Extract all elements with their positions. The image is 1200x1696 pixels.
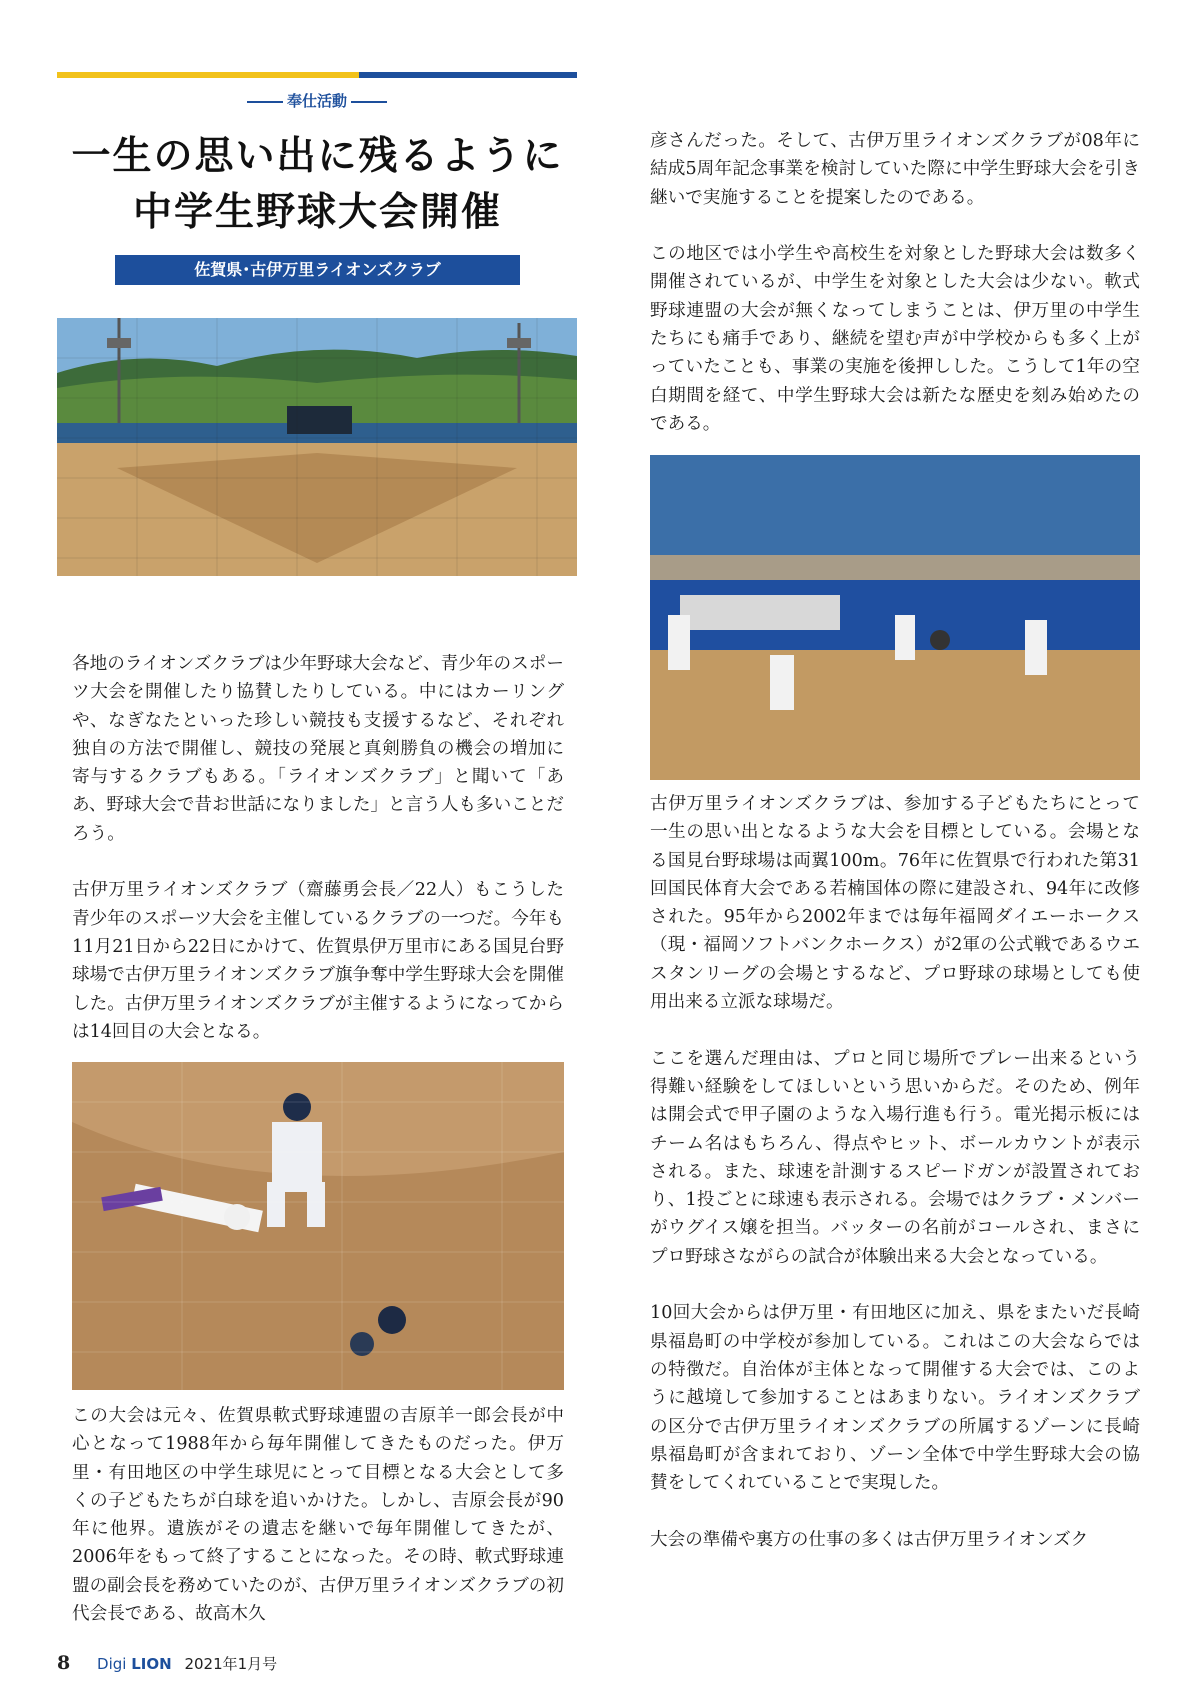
header-rule (57, 72, 577, 78)
paragraph: 大会の準備や裏方の仕事の多くは古伊万里ライオンズク (650, 1529, 1089, 1550)
issue-label: 2021年1月号 (184, 1655, 278, 1673)
slide-photo (72, 1062, 564, 1390)
batter-photo (650, 455, 1140, 780)
club-name-banner: 佐賀県･古伊万里ライオンズクラブ (115, 255, 520, 285)
magazine-lion: LION (131, 1655, 172, 1673)
left-text-block-1 (72, 650, 564, 1046)
section-label (57, 90, 577, 111)
paragraph: 古伊万里ライオンズクラブは、参加する子どもたちにとって一生の思い出となるような大会を目標としている。会場となる国見台野球場は両翼100m。76年に佐賀県で行われた第31回国民体育大会である若楠国体の際に建設され、94年に改修された。95年から2002年までは毎年福岡ダイエーホークス（現・福岡ソフトバンクホークス）が2軍の公式戦であるウエスタンリーグの会場とするなど、プロ野球の球場としても使用出来る立派な球場だ。 (650, 794, 1140, 1013)
paragraph: 10回大会からは伊万里・有田地区に加え、県をまたいだ長崎県福島町の中学校が参加している。これはこの大会ならではの特徴だ。自治体が主体となって開催する大会では、このように越境して参加することはあまりない。ライオンズクラブの区分で古伊万里ライオンズクラブの所属するゾーンに長崎県福島町が含まれており、ゾーン全体で中学生野球大会の協賛をしてくれていることで実現した。 (650, 1303, 1140, 1494)
page-footer (57, 1652, 277, 1674)
title-line-1: 一生の思い出に残るように (71, 133, 564, 179)
title-line-2: 中学生野球大会開催 (132, 189, 502, 235)
paragraph: ここを選んだ理由は、プロと同じ場所でプレー出来るという得難い経験をしてほしいという思いからだ。そのため、例年は開会式で甲子園のような入場行進も行う。電光掲示板にはチーム名はもちろん、得点やヒット、ボールカウントが表示される。また、球速を計測するスピードガンが設置されており、1投ごとに球速も表示される。会場ではクラブ・メンバーがウグイス嬢を担当。バッターの名前がコールされ、まさにプロ野球さながらの試合が体験出来る大会となっている。 (650, 1048, 1140, 1267)
paragraph: この地区では小学生や高校生を対象とした野球大会は数多く開催されているが、中学生を対象とした大会は少ない。軟式野球連盟の大会が無くなってしまうことは、伊万里の中学生たちにも痛手であり、継続を望む声が中学校からも多く上がっていたことも、事業の実施を後押しした。こうして1年の空白期間を経て、中学生野球大会は新たな歴史を刻み始めたのである。 (650, 244, 1140, 434)
right-text-block-1 (650, 127, 1140, 438)
article-title (40, 128, 595, 240)
left-text-block-2 (72, 1402, 564, 1628)
magazine-digi: Digi (97, 1655, 127, 1673)
page-number: 8 (57, 1652, 71, 1674)
paragraph: 各地のライオンズクラブは少年野球大会など、青少年のスポーツ大会を開催したり協賛したりしている。中にはカーリングや、なぎなたといった珍しい競技も支援するなど、それぞれ独自の方法で開催し、競技の発展と真剣勝負の機会の増加に寄与するクラブもある。「ライオンズクラブ」と聞いて「ああ、野球大会で昔お世話になりました」と言う人も多いことだろう。 (72, 654, 564, 844)
section-label-text: 奉仕活動 (286, 92, 347, 110)
stadium-photo (57, 318, 577, 576)
paragraph: 古伊万里ライオンズクラブ（齋藤勇会長／22人）もこうした青少年のスポーツ大会を主催しているクラブの一つだ。今年も11月21日から22日にかけて、佐賀県伊万里市にある国見台野球場で古伊万里ライオンズクラブ旗争奪中学生野球大会を開催した。古伊万里ライオンズクラブが主催するようになってからは14回目の大会となる。 (72, 880, 564, 1042)
right-text-block-2 (650, 790, 1140, 1554)
paragraph: 彦さんだった。そして、古伊万里ライオンズクラブが08年に結成5周年記念事業を検討していた際に中学生野球大会を引き継いで実施することを提案したのである。 (650, 131, 1140, 208)
paragraph: この大会は元々、佐賀県軟式野球連盟の吉原羊一郎会長が中心となって1988年から毎年開催してきたものだった。伊万里・有田地区の中学生球児にとって目標となる大会として多くの子どもたちが白球を追いかけた。しかし、吉原会長が90年に他界。遺族がその遺志を継いで毎年開催してきたが、2006年をもって終了することになった。その時、軟式野球連盟の副会長を務めていたのが、古伊万里ライオンズクラブの初代会長である、故高木久 (72, 1406, 564, 1625)
